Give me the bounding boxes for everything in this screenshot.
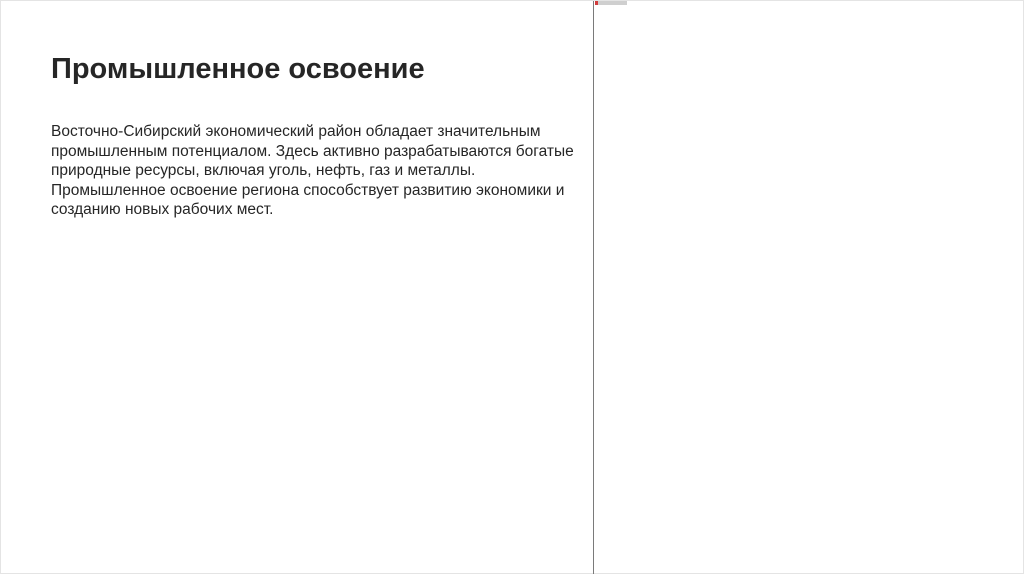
body-line: Восточно-Сибирский экономический район обладает значительным [51, 123, 541, 140]
image-placeholder-mark [595, 1, 627, 5]
slide-body-text [51, 122, 591, 220]
slide-title: Промышленное освоение [51, 53, 425, 85]
body-line: промышленным потенциалом. Здесь активно разрабатываются богатые [51, 142, 574, 160]
body-line: природные ресурсы, включая уголь, нефть, газ и металлы. [51, 162, 476, 179]
body-line: созданию новых рабочих мест. [51, 201, 274, 218]
vertical-divider [593, 1, 594, 574]
body-line: Промышленное освоение региона способствует развитию экономики и [51, 181, 565, 199]
